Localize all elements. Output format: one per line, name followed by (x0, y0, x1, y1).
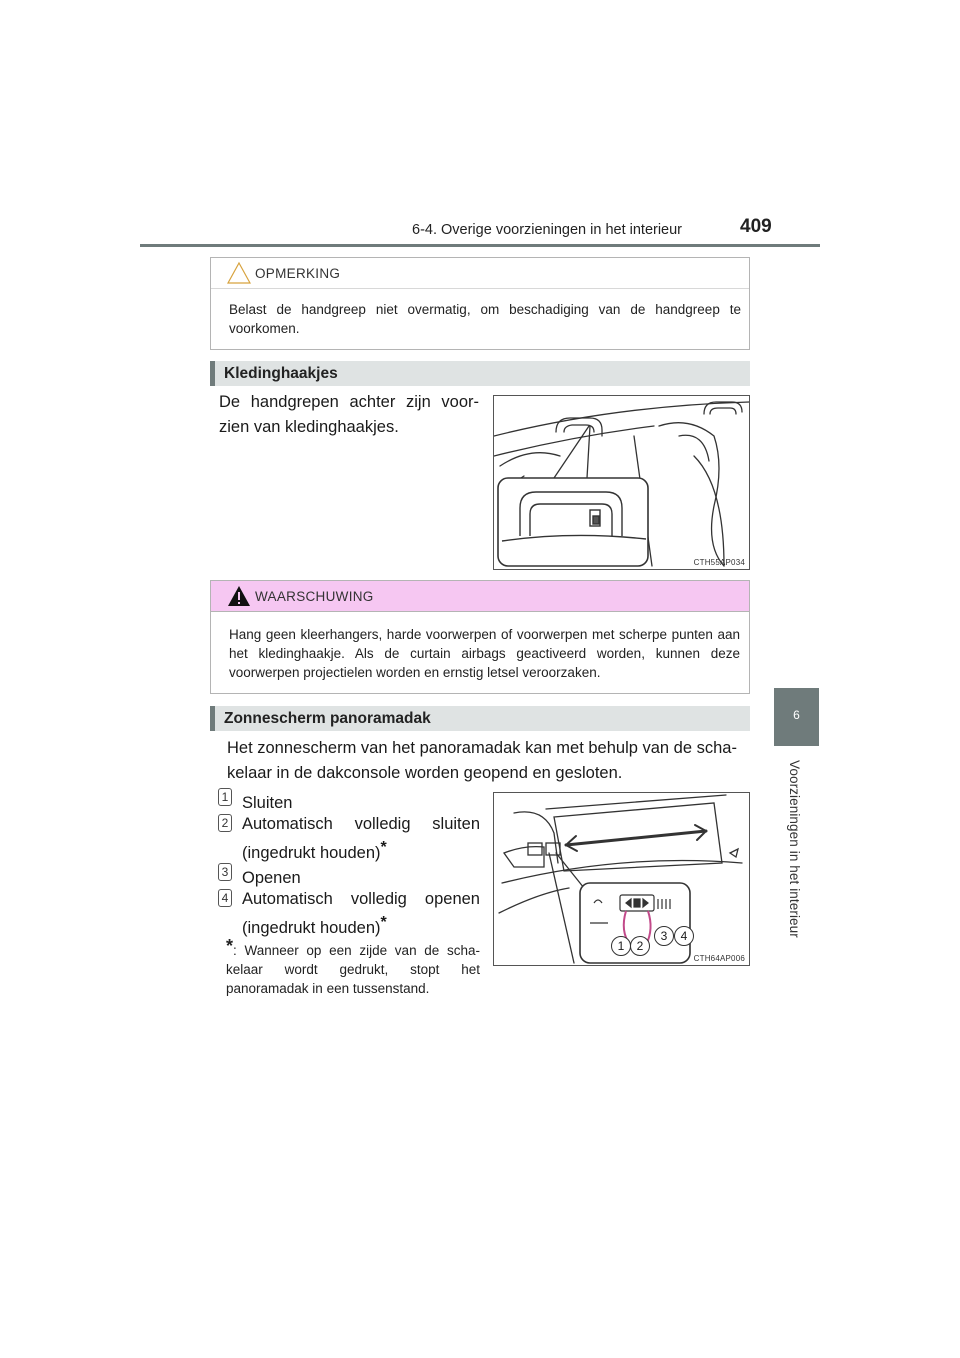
clothes-hook-illustration (494, 396, 749, 569)
warning-box (210, 580, 750, 694)
item-text: Openen (242, 869, 301, 887)
figure-code: CTH55AP034 (693, 558, 745, 567)
chapter-tab-number: 6 (793, 708, 800, 722)
item-text: Automatisch volledig sluiten (ingedrukt houden) (242, 815, 480, 862)
warning-label: WAARSCHUWING (255, 589, 374, 604)
zonnescherm-intro: Het zonnescherm van het panoramadak kan met behulp van de scha-kelaar in de dakconsole worden geopend en gesloten. (227, 739, 737, 782)
footnote (226, 937, 480, 998)
item-star: * (380, 839, 387, 856)
item-number: 3 (218, 863, 232, 881)
figure-sunshade-switch (493, 792, 750, 966)
callout-1: 1 (611, 936, 631, 956)
figure-code: CTH64AP006 (693, 954, 745, 963)
warning-triangle-filled-icon (227, 584, 251, 613)
header-rule (140, 244, 820, 247)
callout-4: 4 (674, 926, 694, 946)
section-heading-text: Kledinghaakjes (224, 365, 338, 382)
notice-label: OPMERKING (255, 266, 341, 281)
chapter-tab-label: Voorzieningen in het interieur (787, 760, 802, 938)
notice-text: Belast de handgreep niet overmatig, om beschadiging van de handgreep te voorkomen. (229, 302, 741, 336)
item-star: * (380, 914, 387, 931)
notice-header (211, 258, 749, 288)
section-heading-kledinghaakjes (210, 361, 750, 386)
section-heading-bar (210, 706, 215, 731)
kledinghaakjes-text: De handgrepen achter zijn voor-zien van kledinghaakjes. (219, 393, 479, 436)
notice-divider (211, 288, 749, 289)
notice-box (210, 257, 750, 350)
figure-clothes-hook (493, 395, 750, 570)
item-number: 4 (218, 889, 232, 907)
item-number: 1 (218, 788, 232, 806)
callout-3: 3 (654, 926, 674, 946)
item-text: Automatisch volledig openen (ingedrukt houden) (242, 890, 480, 937)
section-heading-bar (210, 361, 215, 386)
item-text: Sluiten (242, 794, 293, 812)
callout-2: 2 (630, 936, 650, 956)
footnote-text: : Wanneer op een zijde van de scha-kelaar wordt gedrukt, stopt het panoramadak in een tussenstand. (226, 943, 480, 996)
section-heading-text: Zonnescherm panoramadak (224, 710, 431, 727)
warning-text: Hang geen kleerhangers, harde voorwerpen of voorwerpen met scherpe punten aan het kledinghaakje. Als de curtain airbags geactiveerd worden, kunnen deze voorwerpen projectielen worden en ernstig letsel veroorzaken. (229, 627, 740, 680)
section-title: 6-4. Overige voorzieningen in het interieur (412, 222, 683, 238)
item-number: 2 (218, 814, 232, 832)
caution-triangle-outline-icon (227, 261, 251, 290)
footnote-mark: * (226, 936, 234, 956)
section-heading-zonnescherm (210, 706, 750, 731)
page-number: 409 (740, 216, 772, 237)
warning-header (211, 581, 749, 612)
